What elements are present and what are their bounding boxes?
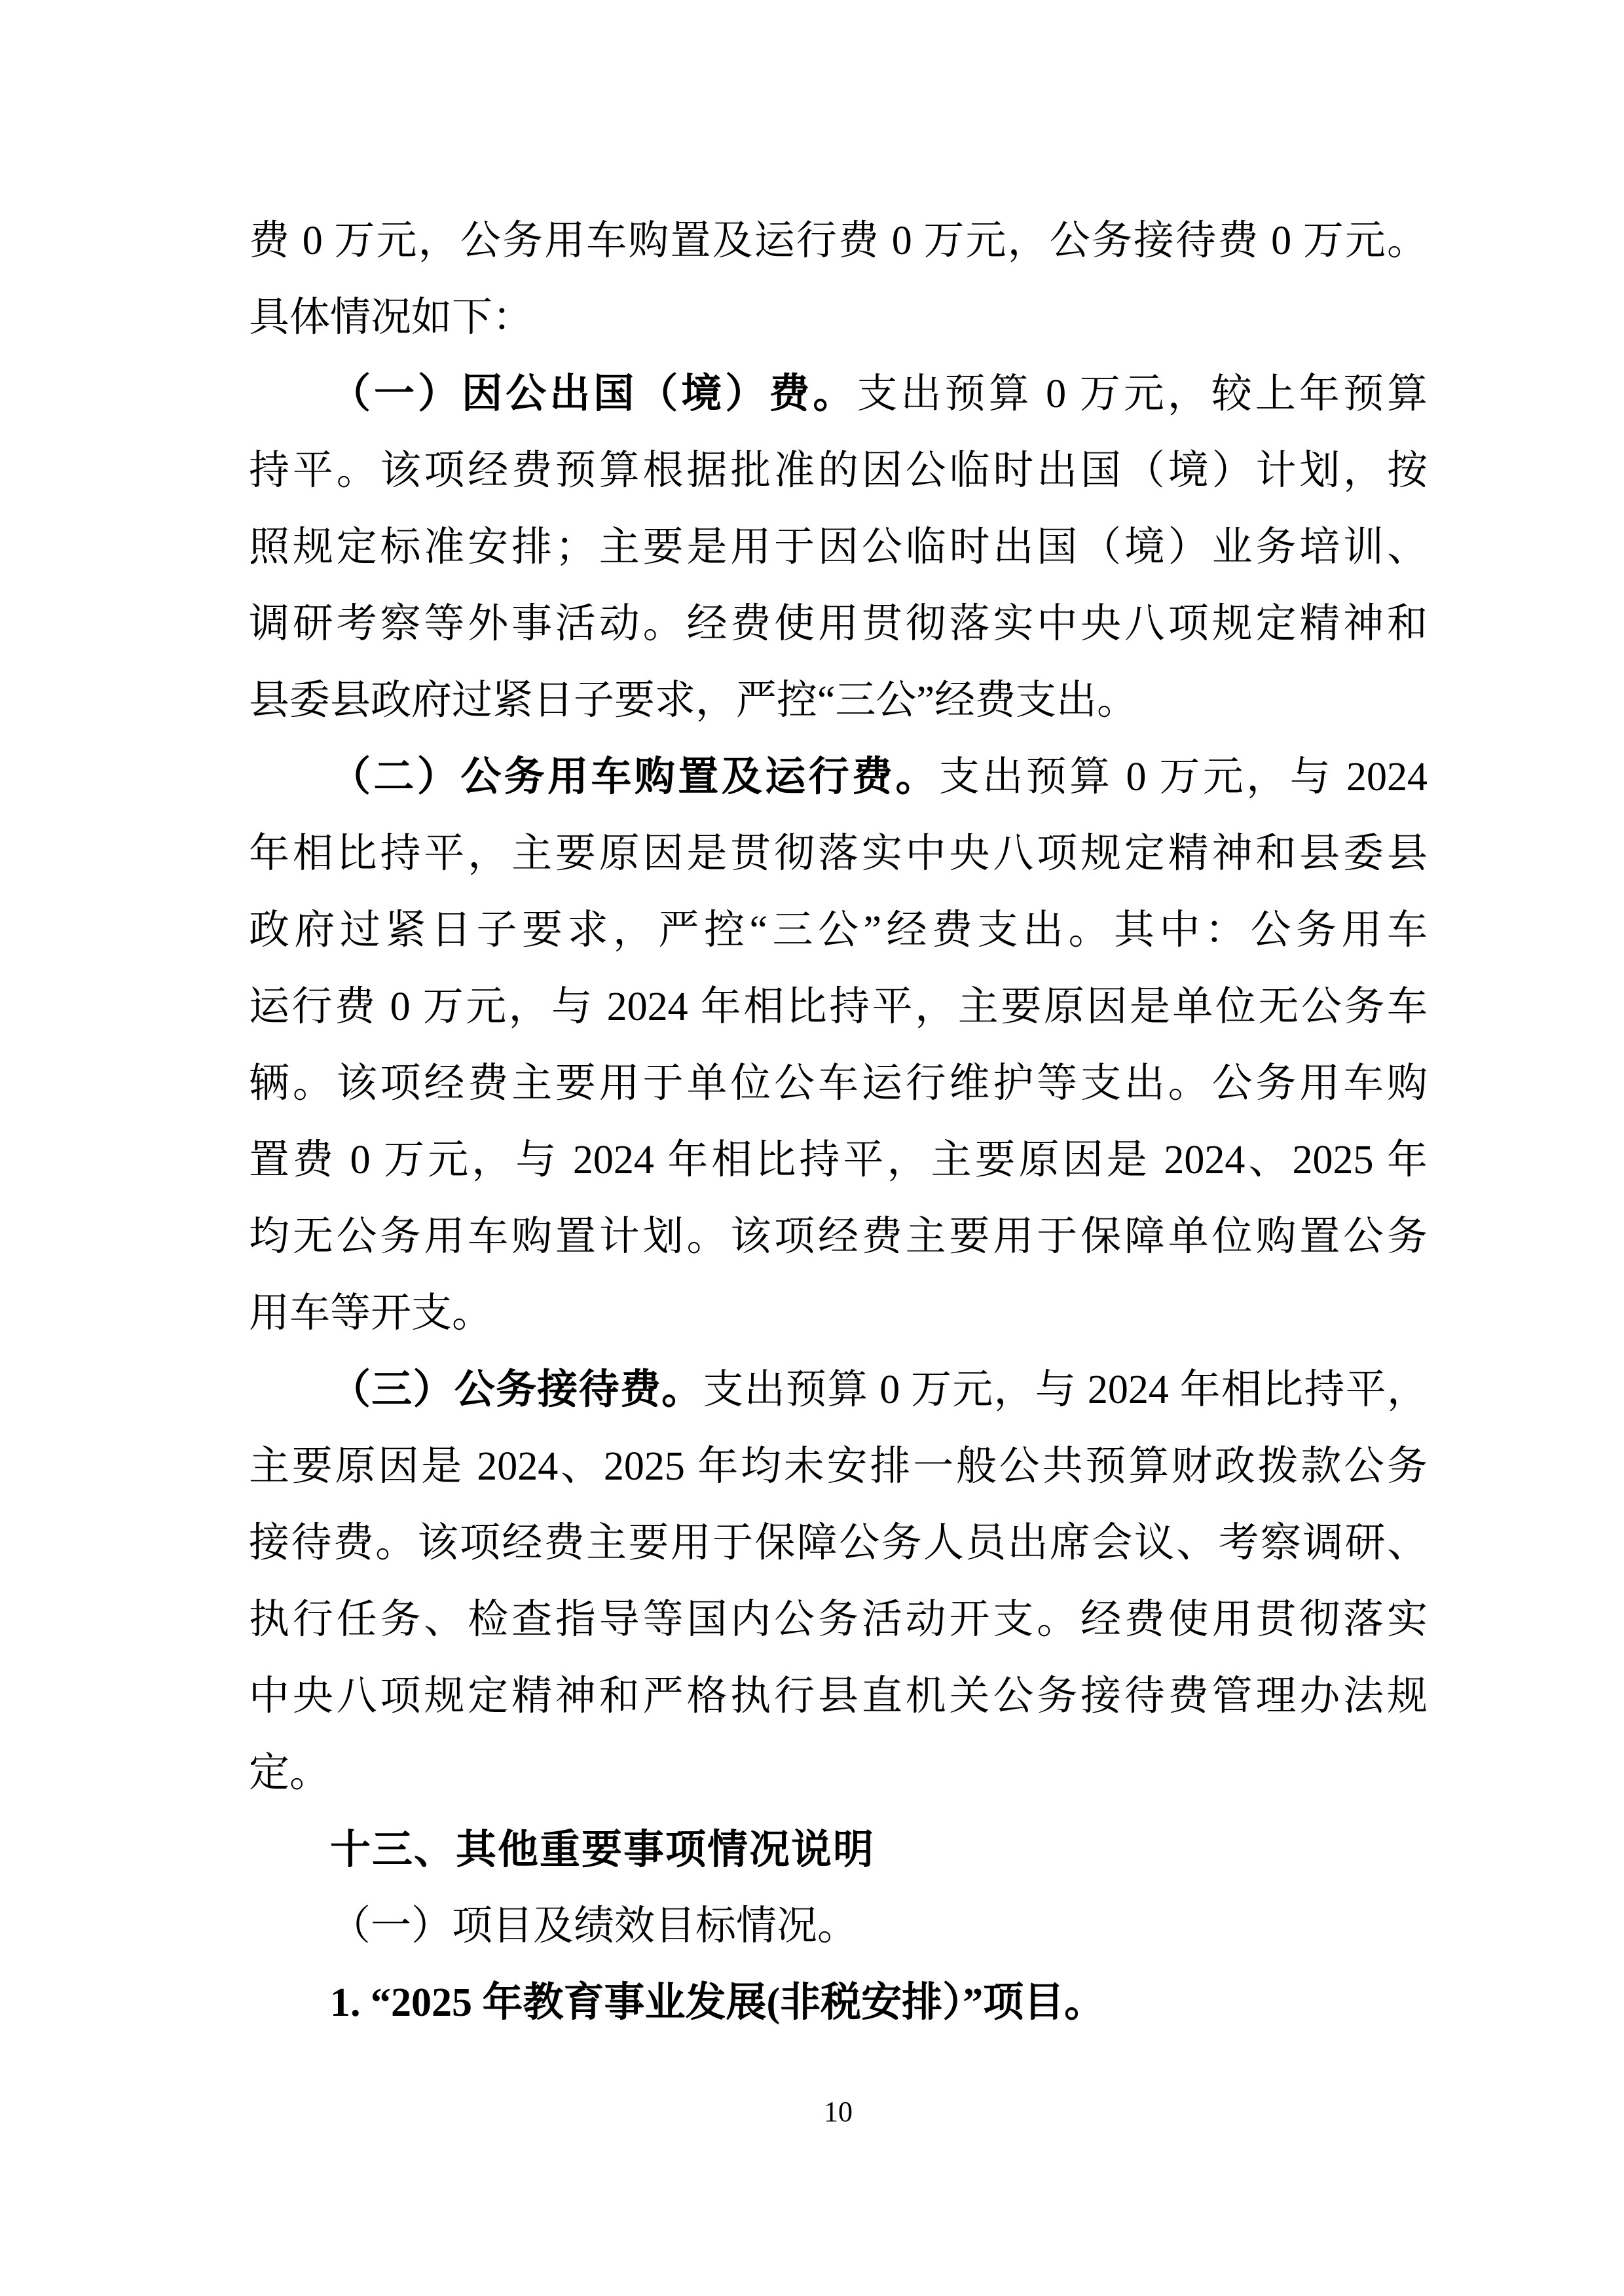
text-run: 照规定标准安排；主要是用于因公临时出国（境）业务培训、 — [249, 525, 1428, 570]
text-line — [249, 1199, 1428, 1275]
text-line — [249, 203, 1428, 280]
text-line — [249, 663, 1428, 739]
section-heading — [249, 1812, 1428, 1888]
text-run: 运行费 0 万元，与 2024 年相比持平，主要原因是单位无公务车 — [249, 985, 1428, 1029]
text-run: 费 0 万元，公务用车购置及运行费 0 万元，公务接待费 0 万元。 — [249, 219, 1428, 263]
text-line — [249, 586, 1428, 663]
text-run: 持平。该项经费预算根据批准的因公临时出国（境）计划，按 — [249, 448, 1428, 493]
text-run: 用车等开支。 — [249, 1291, 493, 1336]
text-line — [249, 509, 1428, 586]
text-run: 调研考察等外事活动。经费使用贯彻落实中央八项规定精神和 — [249, 602, 1428, 646]
text-line — [249, 969, 1428, 1046]
text-line — [249, 1735, 1428, 1812]
text-run: 支出预算 0 万元，与 2024 — [938, 755, 1428, 799]
text-line — [249, 356, 1428, 433]
text-run: 均无公务用车购置计划。该项经费主要用于保障单位购置公务 — [249, 1214, 1428, 1259]
text-line — [249, 1888, 1428, 1965]
text-line — [249, 280, 1428, 356]
text-run: 县委县政府过紧日子要求，严控“三公”经费支出。 — [249, 678, 1138, 723]
bold-text-run: （三）公务接待费。 — [330, 1368, 703, 1412]
text-line — [249, 1429, 1428, 1505]
text-line — [249, 1352, 1428, 1429]
text-line — [249, 1582, 1428, 1658]
text-run: 支出预算 0 万元，与 2024 年相比持平， — [703, 1368, 1428, 1412]
text-run: 接待费。该项经费主要用于保障公务人员出席会议、考察调研、 — [249, 1521, 1428, 1565]
text-run: 中央八项规定精神和严格执行县直机关公务接待费管理办法规 — [249, 1674, 1428, 1719]
text-line — [249, 1275, 1428, 1352]
text-run: 政府过紧日子要求，严控“三公”经费支出。其中：公务用车 — [249, 908, 1428, 953]
text-run: 主要原因是 2024、2025 年均未安排一般公共预算财政拨款公务 — [249, 1444, 1428, 1489]
page-number: 10 — [824, 2096, 853, 2128]
text-run: 支出预算 0 万元，较上年预算 — [857, 372, 1428, 416]
text-line — [249, 1046, 1428, 1122]
text-line — [249, 1965, 1428, 2041]
text-line — [249, 816, 1428, 892]
text-line — [249, 433, 1428, 509]
text-run: 年相比持平，主要原因是贯彻落实中央八项规定精神和县委县 — [249, 831, 1428, 876]
text-line — [249, 739, 1428, 816]
text-line — [249, 1122, 1428, 1199]
bold-text-run: （一）因公出国（境）费。 — [330, 372, 857, 416]
text-run: 定。 — [249, 1751, 331, 1795]
text-run: （一）项目及绩效目标情况。 — [330, 1904, 858, 1948]
bold-text-run: （二）公务用车购置及运行费。 — [330, 755, 939, 799]
text-run: 执行任务、检查指导等国内公务活动开支。经费使用贯彻落实 — [249, 1597, 1428, 1642]
text-run: 置费 0 万元，与 2024 年相比持平，主要原因是 2024、2025 年 — [249, 1138, 1428, 1182]
text-line — [249, 892, 1428, 969]
text-line — [249, 1658, 1428, 1735]
text-line — [249, 1505, 1428, 1582]
text-run: 具体情况如下： — [249, 295, 534, 340]
bold-text-run: 1. “2025 年教育事业发展(非税安排）”项目。 — [330, 1980, 1105, 2025]
document-body — [249, 203, 1428, 2041]
text-run: 辆。该项经费主要用于单位公车运行维护等支出。公务用车购 — [249, 1061, 1428, 1106]
bold-text-run: 十三、其他重要事项情况说明 — [330, 1827, 876, 1872]
